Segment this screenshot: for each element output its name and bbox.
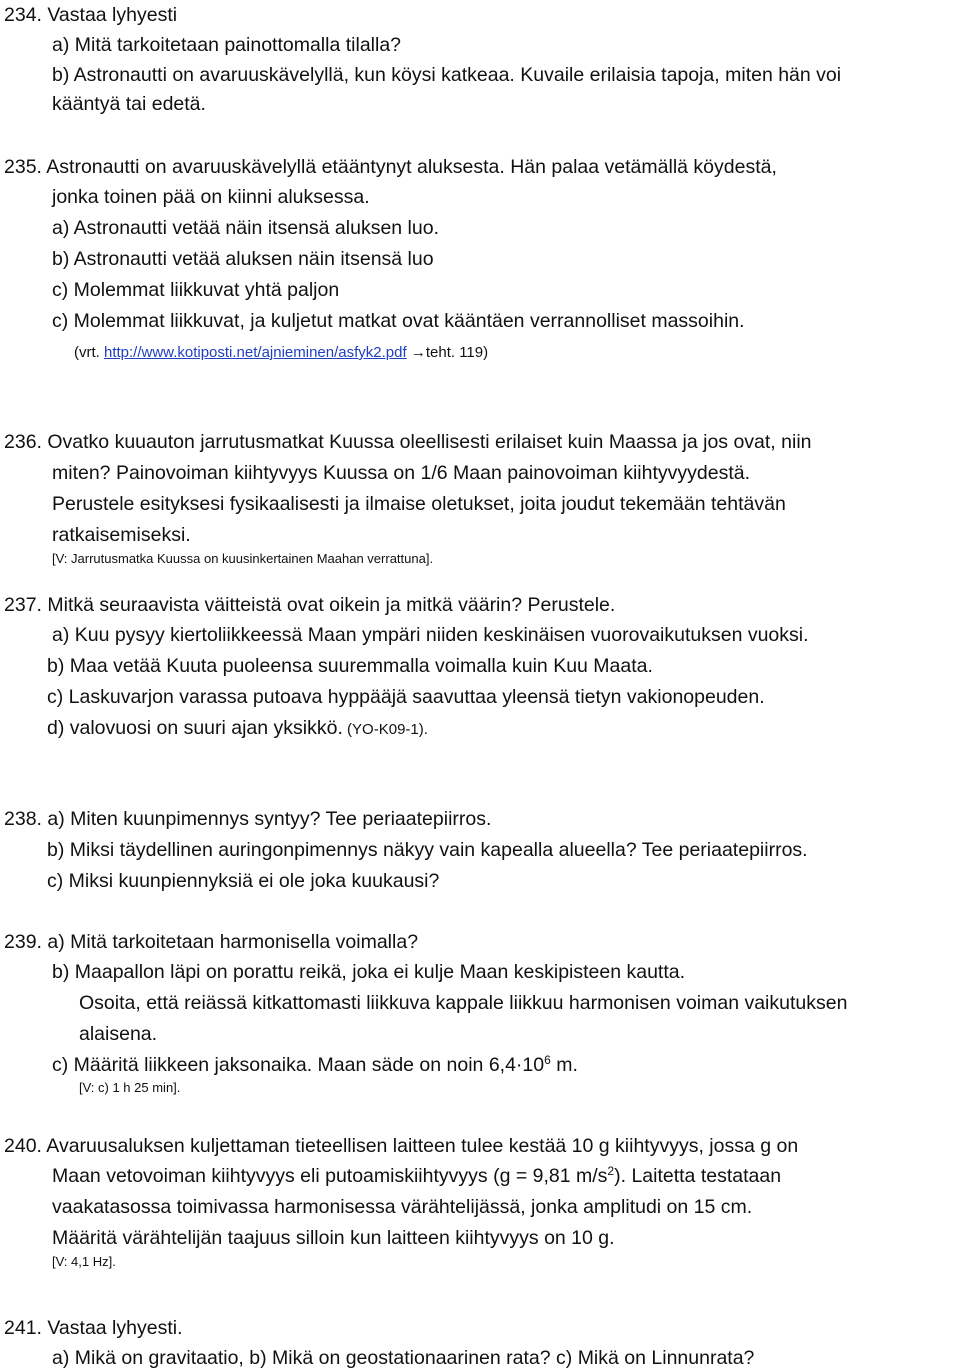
problem-235-a: a) Astronautti vetää näin itsensä aluksen luo. bbox=[52, 217, 439, 239]
problem-237-d-text: d) valovuosi on suuri ajan yksikkö. bbox=[47, 717, 343, 739]
problem-235-b: b) Astronautti vetää aluksen näin itsensä luo bbox=[52, 248, 434, 270]
problem-238-b: b) Miksi täydellinen auringonpimennys näkyy vain kapealla alueella? Tee periaatepiirros. bbox=[47, 839, 808, 861]
arrow-icon: → bbox=[406, 344, 426, 361]
problem-239-c-unit: m. bbox=[550, 1054, 578, 1076]
problem-239-b: b) Maapallon läpi on porattu reikä, joka ei kulje Maan keskipisteen kautta. bbox=[52, 961, 686, 983]
problem-241-title: 241. Vastaa lyhyesti. bbox=[4, 1317, 183, 1339]
problem-241-questions: a) Mikä on gravitaatio, b) Mikä on geostationaarinen rata? c) Mikä on Linnunrata? bbox=[52, 1347, 755, 1369]
problem-234-b: b) Astronautti on avaruuskävelyllä, kun köysi katkeaa. Kuvaile erilaisia tapoja, miten hän voi bbox=[52, 64, 842, 86]
problem-238-c: c) Miksi kuunpiennyksiä ei ole joka kuukausi? bbox=[47, 870, 440, 892]
problem-240-line-4: Määritä värähtelijän taajuus silloin kun laitteen kiihtyvyys on 10 g. bbox=[52, 1227, 615, 1249]
problem-239-c bbox=[52, 1053, 578, 1077]
problem-239-answer: [V: c) 1 h 25 min]. bbox=[79, 1080, 181, 1095]
problem-240-line-2-cont: ). Laitetta testataan bbox=[614, 1165, 782, 1187]
problem-240-line-1: 240. Avaruusaluksen kuljettaman tieteellisen laitteen tulee kestää 10 g kiihtyvyys, jossa g on bbox=[4, 1135, 799, 1157]
problem-237-b: b) Maa vetää Kuuta puoleensa suuremmalla voimalla kuin Kuu Maata. bbox=[47, 655, 653, 677]
problem-240-line-3: vaakatasossa toimivassa harmonisessa värähtelijässä, jonka amplitudi on 15 cm. bbox=[52, 1196, 753, 1218]
problem-239-c-text: c) Määritä liikkeen jaksonaika. Maan säde on noin 6,4·10 bbox=[52, 1054, 545, 1076]
problem-237-d bbox=[47, 716, 428, 742]
problem-236-line-2: miten? Painovoiman kiihtyvyys Kuussa on 1/6 Maan painovoiman kiihtyvyydestä. bbox=[52, 462, 751, 484]
exponent: 6 bbox=[544, 1053, 551, 1067]
reference-prefix: (vrt. bbox=[74, 344, 104, 361]
problem-238-a: 238. a) Miten kuunpimennys syntyy? Tee periaatepiirros. bbox=[4, 808, 492, 830]
problem-239-b-line-2: Osoita, että reiässä kitkattomasti liikkuva kappale liikkuu harmonisen voiman vaikutuksen bbox=[79, 992, 848, 1014]
problem-235-reference bbox=[74, 344, 488, 362]
problem-234-b-cont: kääntyä tai edetä. bbox=[52, 93, 206, 115]
problem-240-line-2-text: Maan vetovoiman kiihtyvyys eli putoamiskiihtyvyys (g = 9,81 m/s bbox=[52, 1165, 608, 1187]
problem-237-c: c) Laskuvarjon varassa putoava hyppääjä saavuttaa yleensä tietyn vakionopeuden. bbox=[47, 686, 765, 708]
problem-240-answer: [V: 4,1 Hz]. bbox=[52, 1254, 116, 1269]
problem-234-title: 234. Vastaa lyhyesti bbox=[4, 4, 178, 26]
problem-237-a: a) Kuu pysyy kiertoliikkeessä Maan ympäri niiden keskinäisen vuorovaikutuksen vuoksi. bbox=[52, 624, 809, 646]
problem-236-line-4: ratkaisemiseksi. bbox=[52, 524, 191, 546]
problem-239-a: 239. a) Mitä tarkoitetaan harmonisella voimalla? bbox=[4, 931, 419, 953]
problem-235-c1: c) Molemmat liikkuvat yhtä paljon bbox=[52, 279, 340, 301]
problem-237-title: 237. Mitkä seuraavista väitteistä ovat oikein ja mitkä väärin? Perustele. bbox=[4, 594, 616, 616]
exponent: 2 bbox=[607, 1164, 615, 1178]
problem-236-answer: [V: Jarrutusmatka Kuussa on kuusinkertainen Maahan verrattuna]. bbox=[52, 551, 434, 566]
problem-235-title-cont: jonka toinen pää on kiinni aluksessa. bbox=[52, 186, 370, 208]
problem-235-title: 235. Astronautti on avaruuskävelyllä etääntynyt aluksesta. Hän palaa vetämällä köydestä, bbox=[4, 156, 777, 178]
kotiposti-link[interactable]: http://www.kotiposti.net/ajnieminen/asfyk2.pdf bbox=[104, 344, 407, 361]
problem-236-line-3: Perustele esityksesi fysikaalisesti ja ilmaise oletukset, joita joudut tekemään tehtävän bbox=[52, 493, 786, 515]
reference-suffix: teht. 119) bbox=[425, 344, 489, 361]
problem-235-c2: c) Molemmat liikkuvat, ja kuljetut matkat ovat kääntäen verrannolliset massoihin. bbox=[52, 310, 745, 332]
problem-237-d-source: (YO-K09-1). bbox=[342, 721, 428, 738]
problem-234-a: a) Mitä tarkoitetaan painottomalla tilalla? bbox=[52, 34, 402, 56]
problem-236-line-1: 236. Ovatko kuuauton jarrutusmatkat Kuussa oleellisesti erilaiset kuin Maassa ja jos ovat, niin bbox=[4, 431, 812, 453]
problem-240-line-2 bbox=[52, 1164, 781, 1188]
problem-239-b-line-3: alaisena. bbox=[79, 1023, 158, 1045]
